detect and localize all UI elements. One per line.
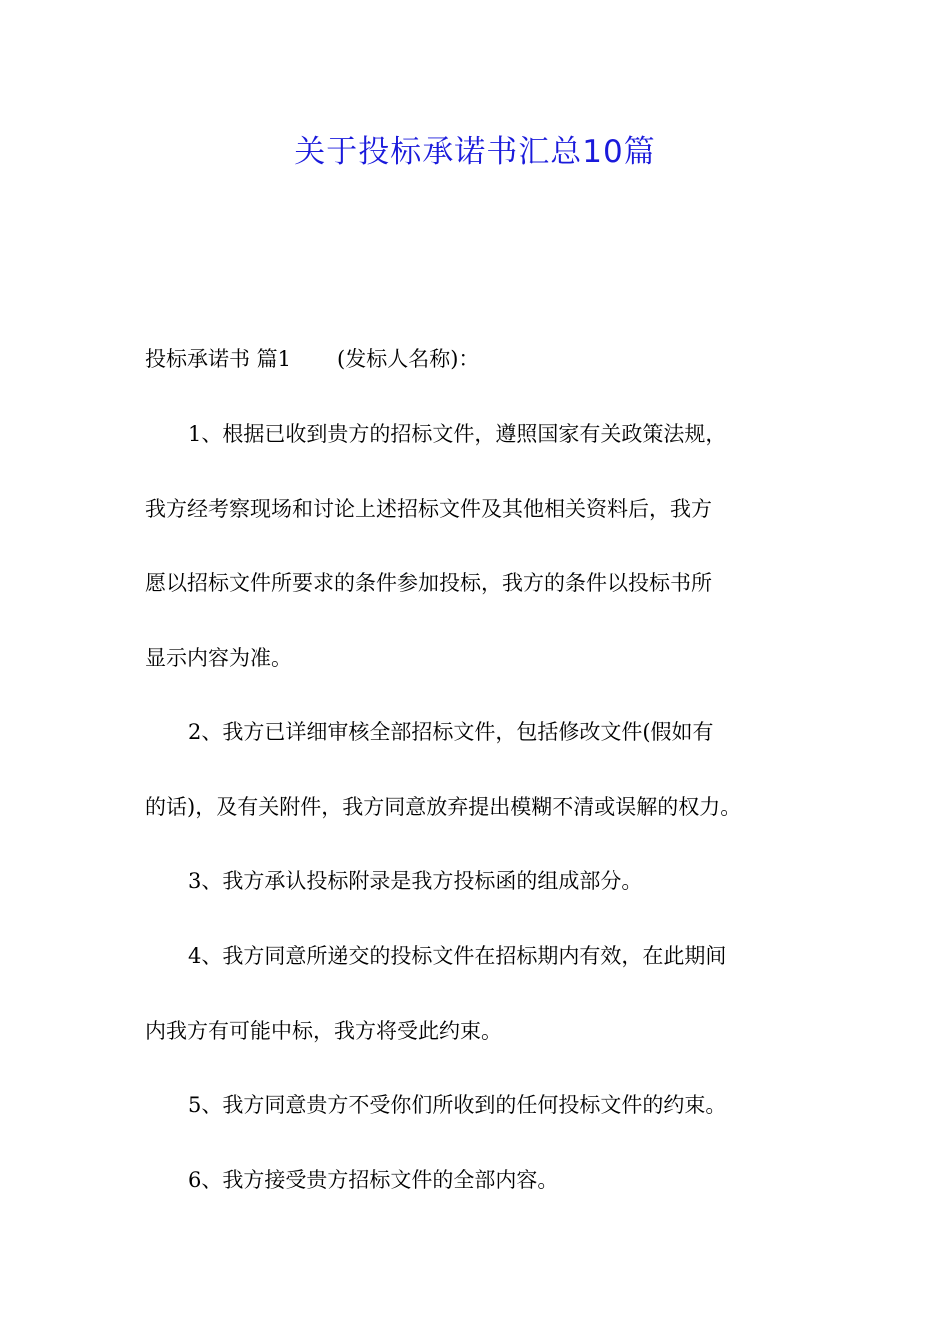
paragraph-line: 内我方有可能中标，我方将受此约束。 — [145, 1019, 502, 1043]
paragraph-line: 我方经考察现场和讨论上述招标文件及其他相关资料后，我方 — [145, 497, 712, 521]
paragraph-line: 3、我方承认投标附录是我方投标函的组成部分。 — [188, 869, 643, 893]
document-title: 关于投标承诺书汇总10篇 — [294, 134, 656, 170]
paragraph-line: 4、我方同意所递交的投标文件在招标期内有效，在此期间 — [188, 944, 727, 968]
paragraph-line: 6、我方接受贵方招标文件的全部内容。 — [188, 1168, 559, 1192]
paragraph-line: 的话)，及有关附件，我方同意放弃提出模糊不清或误解的权力。 — [145, 795, 742, 819]
addressee-placeholder: (发标人名称)： — [337, 347, 480, 371]
paragraph-line: 愿以招标文件所要求的条件参加投标，我方的条件以投标书所 — [145, 571, 712, 595]
paragraph-line: 显示内容为准。 — [145, 646, 292, 670]
paragraph-line: 1、根据已收到贵方的招标文件，遵照国家有关政策法规， — [188, 422, 727, 446]
paragraph-line: 2、我方已详细审核全部招标文件，包括修改文件(假如有 — [188, 720, 714, 744]
paragraph-line: 5、我方同意贵方不受你们所收到的任何投标文件的约束。 — [188, 1093, 727, 1117]
section-heading — [145, 344, 479, 374]
section-heading-label: 投标承诺书 篇1 — [145, 347, 292, 371]
